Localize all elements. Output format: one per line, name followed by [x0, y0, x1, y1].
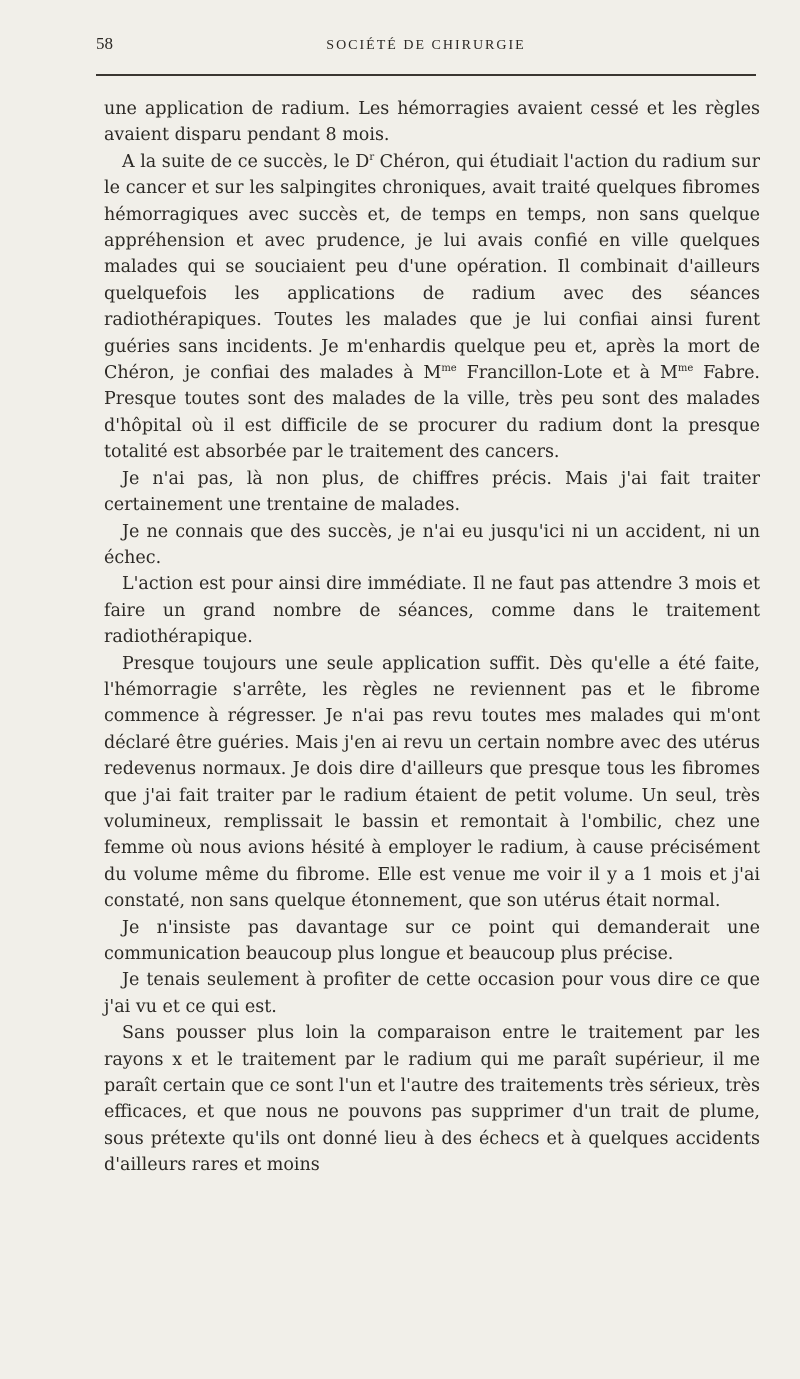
paragraph-continued: une application de radium. Les hémorragies avaient cessé et les règles avaient disparu pendant 8 mois.	[104, 99, 760, 146]
paragraph-text: A la suite de ce succès, le D	[122, 151, 370, 172]
paragraph: Sans pousser plus loin la comparaison entre le traitement par les rayons x et le traitement par le radium qui me paraît supérieur, il me paraît certain que ce sont l'un et l'autre des traitements très sérieux, très efficaces, et que nous ne pouvons pas supprimer d'un trait de plume, sous prétexte qu'ils ont donné lieu à des échecs et à quelques accidents d'ailleurs rares et moins	[104, 1023, 760, 1176]
paragraph: Presque toujours une seule application suffit. Dès qu'elle a été faite, l'hémorragie s'arrête, les règles ne reviennent pas et le fibrome commence à régresser. Je n'ai pas revu toutes mes malades qui m'ont déclaré être guéries. Mais j'en ai revu un certain nombre avec des utérus redevenus normaux. Je dois dire d'ailleurs que presque tous les fibromes que j'ai fait traiter par le radium étaient de petit volume. Un seul, très volumineux, remplissait le bassin et remontait à l'ombilic, chez une femme où nous avions hésité à employer le radium, à cause précisément du volume même du fibrome. Elle est venue me voir il y a 1 mois et j'ai constaté, non sans quelque étonnement, que son utérus était normal.	[104, 653, 760, 912]
page-number: 58	[96, 34, 113, 53]
paragraph-text: Chéron, qui étudiait l'action du radium sur le cancer et sur les salpingites chroniques, avait traité quelques fibromes hémorragiques avec succès et, de temps en temps, non sans quelque appréhension et avec prudence, je lui avais confié en ville quelques malades qui se souciaient peu d'une opération. Il combinait d'ailleurs quelquefois les applications de radium avec des séances radiothérapiques. Toutes les malades que je lui confiai ainsi furent guéries sans incidents. Je m'enhardis quelque peu et, après la mort de Chéron, je confiai des malades à M	[104, 151, 761, 384]
paragraph-text: Francillon-Lote et à M	[456, 363, 678, 384]
running-head: SOCIÉTÉ DE CHIRURGIE	[326, 38, 526, 53]
superscript: me	[677, 363, 694, 375]
paragraph: Je ne connais que des succès, je n'ai eu jusqu'ici ni un accident, ni un échec.	[104, 521, 760, 568]
header-rule	[96, 74, 756, 76]
paragraph: Je n'insiste pas davantage sur ce point qui demanderait une communication beaucoup plus longue et beaucoup plus précise.	[104, 917, 760, 964]
body-text	[104, 96, 760, 1179]
paragraph: Je n'ai pas, là non plus, de chiffres précis. Mais j'ai fait traiter certainement une trentaine de malades.	[104, 468, 760, 516]
paragraph-text: Fabre. Presque toutes sont des malades de la ville, très peu sont des malades d'hôpital où il est difficile de se procurer du radium dont la presque totalité est absorbée par le traitement des cancers.	[104, 363, 760, 463]
superscript: r	[369, 151, 375, 163]
page-header	[96, 26, 756, 66]
paragraph: Je tenais seulement à profiter de cette occasion pour vous dire ce que j'ai vu et ce qui est.	[104, 970, 760, 1017]
superscript: me	[441, 363, 457, 375]
paragraph: L'action est pour ainsi dire immédiate. Il ne faut pas attendre 3 mois et faire un grand nombre de séances, comme dans le traitement radiothérapique.	[104, 574, 760, 648]
paragraph-cheron	[104, 149, 760, 466]
